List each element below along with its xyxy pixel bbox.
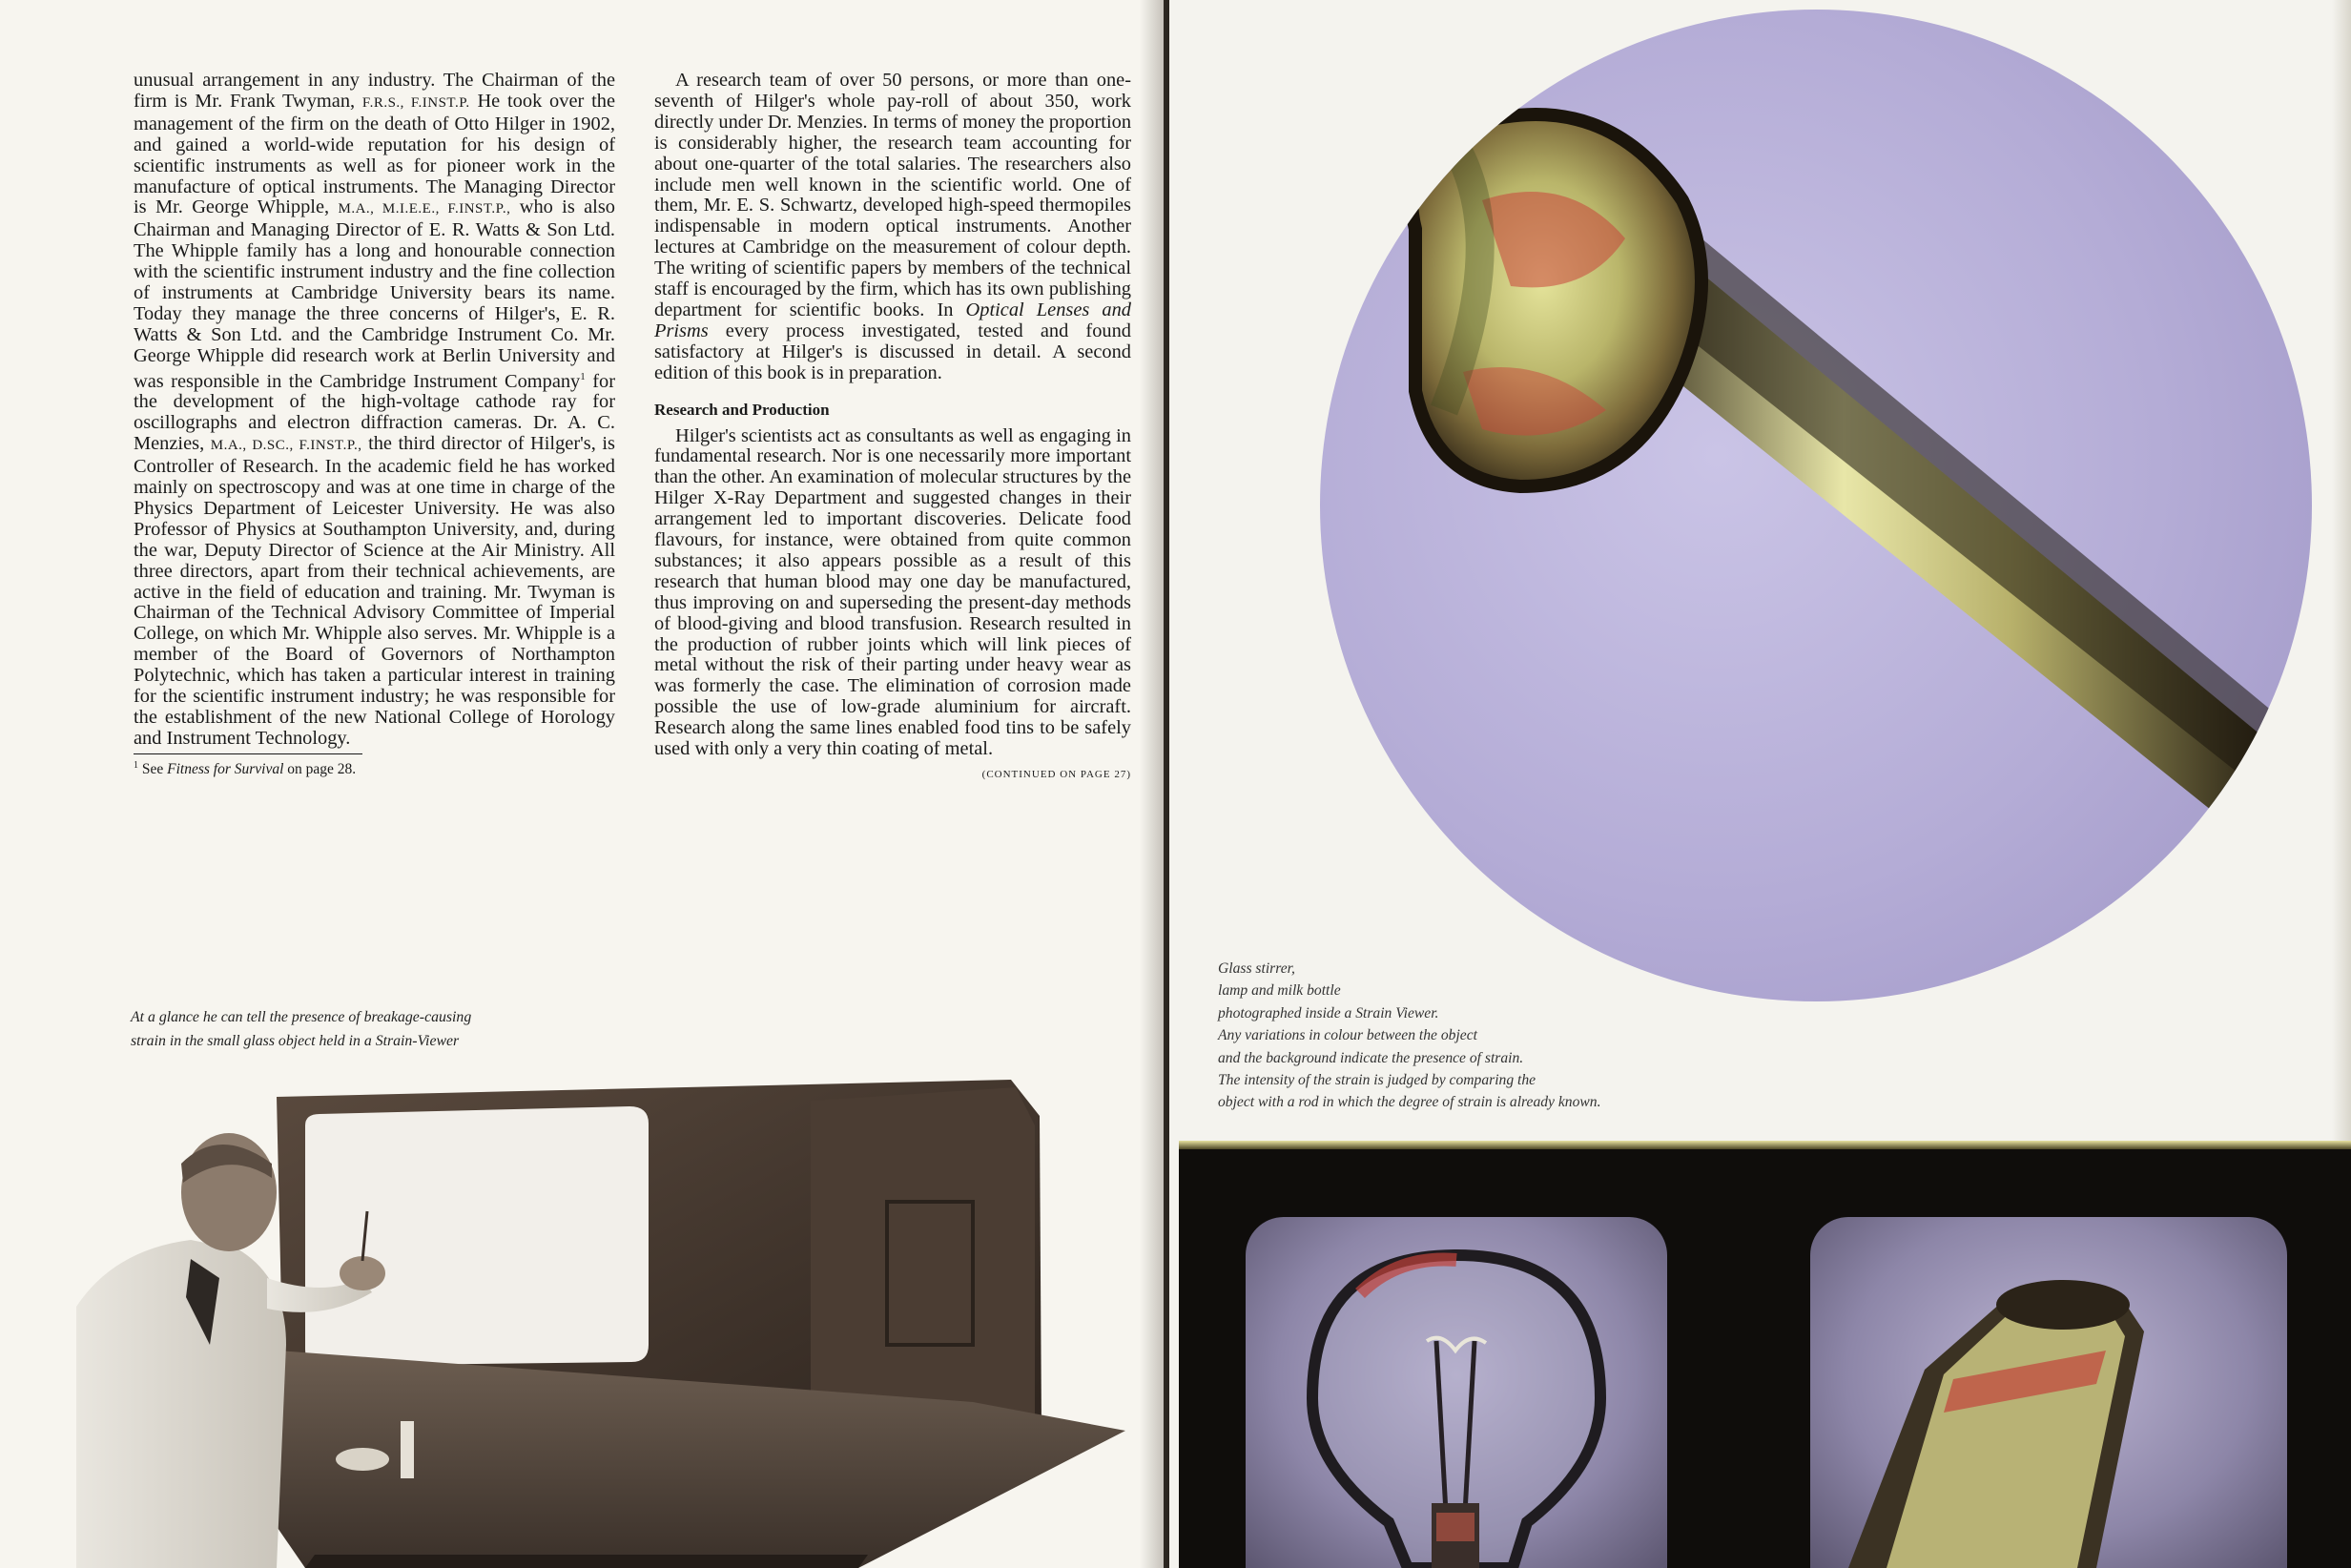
continued-note: (CONTINUED ON PAGE 27)	[981, 769, 1131, 780]
lamp-illustration	[1246, 1217, 1667, 1568]
text-column-1	[134, 71, 615, 779]
strain-viewer-photo	[76, 1059, 1145, 1568]
lamp-photo	[1246, 1217, 1667, 1568]
column1-paragraph: unusual arrangement in any industry. The Chairman of the firm is Mr. Frank Twyman, F.R.S., F.INST.P. He took over the management of the firm on the death of Otto Hilger in 1902, and gained a world-wide reputation for his design of scientific instruments as well as for pioneer work in the manufacture of optical instruments. The Managing Director is Mr. George Whipple, M.A., M.I.E.E., F.INST.P., who is also Chairman and Managing Director of E. R. Watts & Son Ltd. The Whipple family has a long and honourable connection with the scientific instrument industry and the fine collection of instruments at Cambridge University bears its name. Today they manage the three concerns of Hilger's, E. R. Watts & Son Ltd. and the Cambridge Instrument Co. Mr. George Whipple did research work at Berlin University and was responsible in the Cambridge Instrument Company$^1$ for the development of the high-voltage cathode ray for oscillographs and electron diffraction cameras. Dr. A. C. Menzies, M.A., D.SC., F.INST.P., the third director of Hilger's, is Controller of Research. In the academic field he has worked mainly on spectroscopy and was at one time in charge of the Physics Department of Leicester University. He was also Professor of Physics at Southampton University, and, during the war, Deputy Director of Science at the Air Ministry. All three directors, apart from their technical achievements, are active in the field of education and training. Mr. Twyman is Chairman of the Technical Advisory Committee of Imperial College, on which Mr. Whipple also serves. Mr. Whipple is a member of the Board of Governors of Northampton Polytechnic, which has taken a particular interest in training for the scientific instrument industry; he was responsible for the establishment of the new National College of Horology and Instrument Technology.	[134, 70, 615, 749]
footnote: $^1$ See Fitness for Survival on page 28.	[134, 759, 357, 777]
glass-stirrer-illustration	[1320, 10, 2312, 1001]
text-column-2	[654, 71, 1131, 786]
milk-bottle-illustration	[1810, 1217, 2287, 1568]
column2-paragraph-2: Hilger's scientists act as consultants as well as engaging in fundamental research. Nor is one necessarily more important than the other. An examination of molecular structures by the Hilger X-Ray Department and suggested changes in their arrangement led to important discoveries. Delicate food flavours, for instance, were obtained from quite common substances; it also appears possible as a result of this research that human blood may one day be manufactured, thus improving on and superseding the present-day methods of blood-giving and blood transfusion. Research resulted in the production of rubber joints which will link pieces of metal without the risk of their parting under heavy wear as was formerly the case. The elimination of corrosion made possible the use of low-grade aluminium for aircraft. Research along the same lines enabled food tins to be safely used with only a very thin coating of metal. (CONTINUED ON PAGE 27)	[654, 426, 1131, 761]
photo-caption-right: Glass stirrer, lamp and milk bottle photographed inside a Strain Viewer. Any variations in colour between the object and the background indicate the presence of strain. The intensity of the strain is judged by comparing the object with a rod in which the degree of strain is already known.	[1218, 960, 1601, 1111]
milk-bottle-photo	[1810, 1217, 2287, 1568]
left-page	[0, 0, 1164, 1568]
footnote-rule	[134, 753, 362, 754]
section-heading: Research and Production	[654, 400, 830, 419]
photo-caption-left: At a glance he can tell the presence of breakage-causing strain in the small glass object held in a Strain-Viewer	[131, 1009, 472, 1049]
column2-paragraph-1: A research team of over 50 persons, or more than one-seventh of Hilger's whole pay-roll of about 350, work directly under Dr. Menzies. In terms of money the proportion is considerably higher, the research team accounting for about one-quarter of the total salaries. The researchers also include men well known in the scientific world. One of them, Mr. E. S. Schwartz, developed high-speed thermopiles indispensable in modern optical instruments. Another lectures at Cambridge on the measurement of colour depth. The writing of scientific papers by members of the technical staff is encouraged by the firm, which has its own publishing department for scientific books. In Optical Lenses and Prisms every process investigated, tested and found satisfactory at Hilger's is discussed in detail. A second edition of this book is in preparation.	[654, 70, 1132, 383]
glass-stirrer-photo	[1320, 10, 2312, 1001]
